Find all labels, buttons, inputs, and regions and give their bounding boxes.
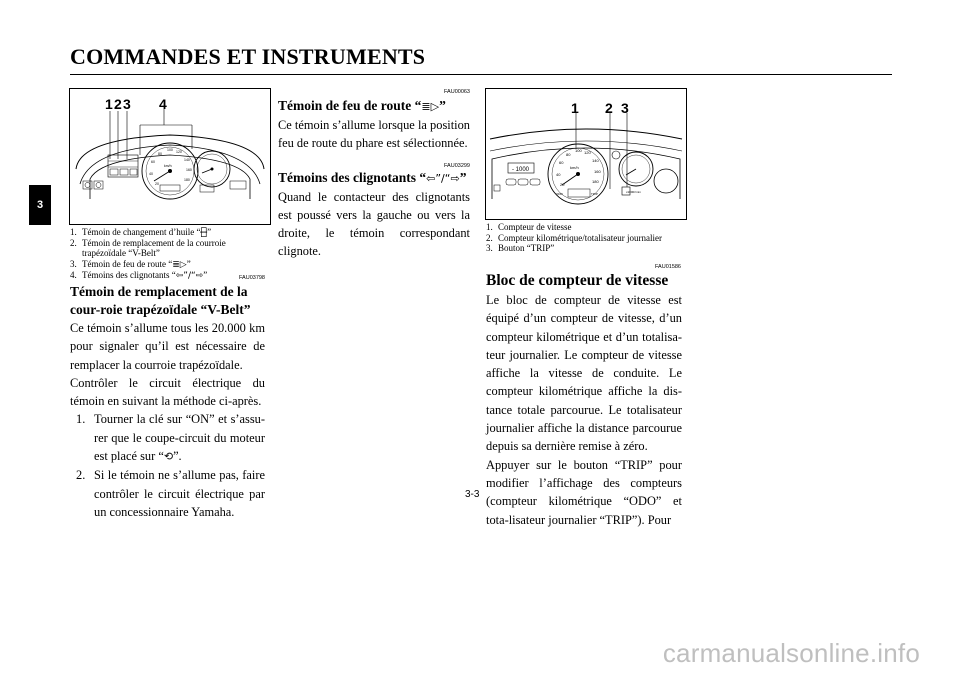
callout-4: 4: [159, 96, 167, 112]
list-item: 2. Si le témoin ne s’allume pas, faire contrôler le circuit électrique par un concessionnaire Yamaha.: [76, 468, 265, 519]
callout-3: 3: [123, 96, 131, 112]
callout-3: 3: [621, 100, 629, 116]
speed-label-40: 40: [556, 172, 561, 177]
paragraph: Contrôler le circuit électrique du témoin en suivant la méthode ci-après.: [70, 375, 265, 409]
caption-item: 2. Compteur kilométrique/totalisateur journalier: [486, 232, 662, 243]
odo-label: ODO: [556, 192, 563, 196]
caption-item: 3. Bouton “TRIP”: [486, 243, 555, 253]
figure-captions-left: [70, 227, 270, 282]
dashboard-figure-right: [485, 88, 687, 220]
speed-label-80: 80: [158, 152, 162, 156]
trip-label: TRIP: [591, 192, 598, 196]
dashboard-figure-left: [69, 88, 271, 225]
paragraph: Quand le contacteur des clignotants est poussé vers la gauche ou vers la droite, le témoin correspondant clignote.: [278, 189, 470, 259]
check-list: [70, 410, 265, 521]
right-column-body: [486, 271, 682, 529]
paragraph: Le bloc de compteur de vitesse est équipé d’un compteur de vitesse, d’un compteur kilométrique et d’un totalisa-teur journalier. Le compteur de vitesse affiche la vitesse de conduite. Le compteur kilométrique affiche la dis-tance totale parcourue. Le totalisateur journalier affiche la distance parcourue depuis sa dernière remise à zéro.: [486, 293, 682, 454]
engine-run-icon: ⟲: [163, 450, 174, 464]
caption-item: 4. Témoins des clignotants “⇦”/“⇨”: [70, 270, 208, 281]
speed-label-160: 160: [594, 169, 601, 174]
section-code: FAU01586: [655, 264, 681, 270]
speed-label-40: 40: [149, 172, 153, 176]
speed-label-20: 20: [155, 182, 159, 186]
left-column-body: [70, 283, 265, 521]
header-rule: [70, 74, 892, 75]
watermark: carmanualsonline.info: [662, 638, 920, 668]
speed-label-140: 140: [184, 158, 190, 162]
speed-label-180: 180: [184, 178, 190, 182]
paragraph: Appuyer sur le bouton “TRIP” pour modifier l’affichage des compteurs (compteur kilométrique “ODO” et tota-lisateur journalier “TRIP”). Pour: [486, 457, 682, 527]
turn-signal-icon: ⇦”/“⇨: [426, 171, 460, 185]
section-heading: Témoin de remplacement de la cour-roie trapézoïdale “V-Belt”: [70, 284, 251, 317]
speed-label-120: 120: [584, 150, 591, 155]
page-title: COMMANDES ET INSTRUMENTS: [70, 44, 426, 69]
caption-item: 1. Témoin de changement d’huile “⌒̶”: [70, 225, 212, 238]
chapter-tab: 3: [29, 185, 51, 225]
oil-change-icon: ⌒̶: [200, 225, 208, 238]
kmh-label: km/h: [570, 165, 579, 170]
speed-label-140: 140: [592, 158, 599, 163]
section-code: FAU00063: [444, 89, 470, 95]
page-number: 3-3: [465, 489, 480, 500]
section-heading: Témoin de feu de route “≣▷”: [278, 98, 446, 113]
section-heading: Bloc de compteur de vitesse: [486, 272, 669, 289]
kmh-label: km/h: [164, 164, 172, 168]
section-code: FAU03299: [444, 162, 470, 169]
middle-column-body: [278, 97, 470, 261]
callout-1: 1: [105, 96, 113, 112]
lcd-readout: - 1000: [512, 167, 530, 173]
speed-label-80: 80: [566, 152, 571, 157]
high-beam-icon: ≣▷: [172, 259, 187, 270]
section-code: FAU03798: [239, 275, 265, 281]
speed-label-100: 100: [167, 148, 173, 152]
callout-2: 2: [114, 96, 122, 112]
callout-2: 2: [605, 100, 613, 116]
callout-1: 1: [571, 100, 579, 116]
caption-item: 1. Compteur de vitesse: [486, 222, 572, 232]
turn-signal-icon: ⇦”/“⇨: [175, 271, 204, 281]
paragraph: Ce témoin s’allume lorsque la position feu de route du phare est sélectionnée.: [278, 118, 470, 151]
figure-captions-right: [486, 222, 686, 254]
dashboard-illustration-left: [70, 89, 270, 224]
paragraph: Ce témoin s’allume tous les 20.000 km pour signaler qu’il est nécessaire de remplacer la courroie trapézoïdale.: [70, 321, 265, 372]
speed-label-120: 120: [176, 150, 182, 154]
list-item: 1. Tourner la clé sur “ON” et s’assu-rer que le coupe-circuit du moteur est placé sur “⟲”.: [76, 412, 265, 464]
section-heading: Témoins des clignotants “⇦”/“⇨”: [278, 169, 467, 185]
rpm-label: x1000r/min: [626, 190, 641, 194]
caption-item: 3. Témoin de feu de route “≣▷”: [70, 258, 191, 270]
speed-label-100: 100: [575, 148, 582, 153]
speed-label-60: 60: [559, 160, 564, 165]
speed-label-20: 20: [560, 182, 565, 187]
speed-label-160: 160: [186, 168, 192, 172]
high-beam-icon: ≣▷: [421, 100, 440, 113]
speed-label-60: 60: [151, 160, 155, 164]
dashboard-illustration-right: [486, 89, 686, 219]
speed-label-180: 180: [592, 179, 599, 184]
caption-item: 2. Témoin de remplacement de la courroie trapézoïdale “V-Belt”: [70, 237, 226, 258]
